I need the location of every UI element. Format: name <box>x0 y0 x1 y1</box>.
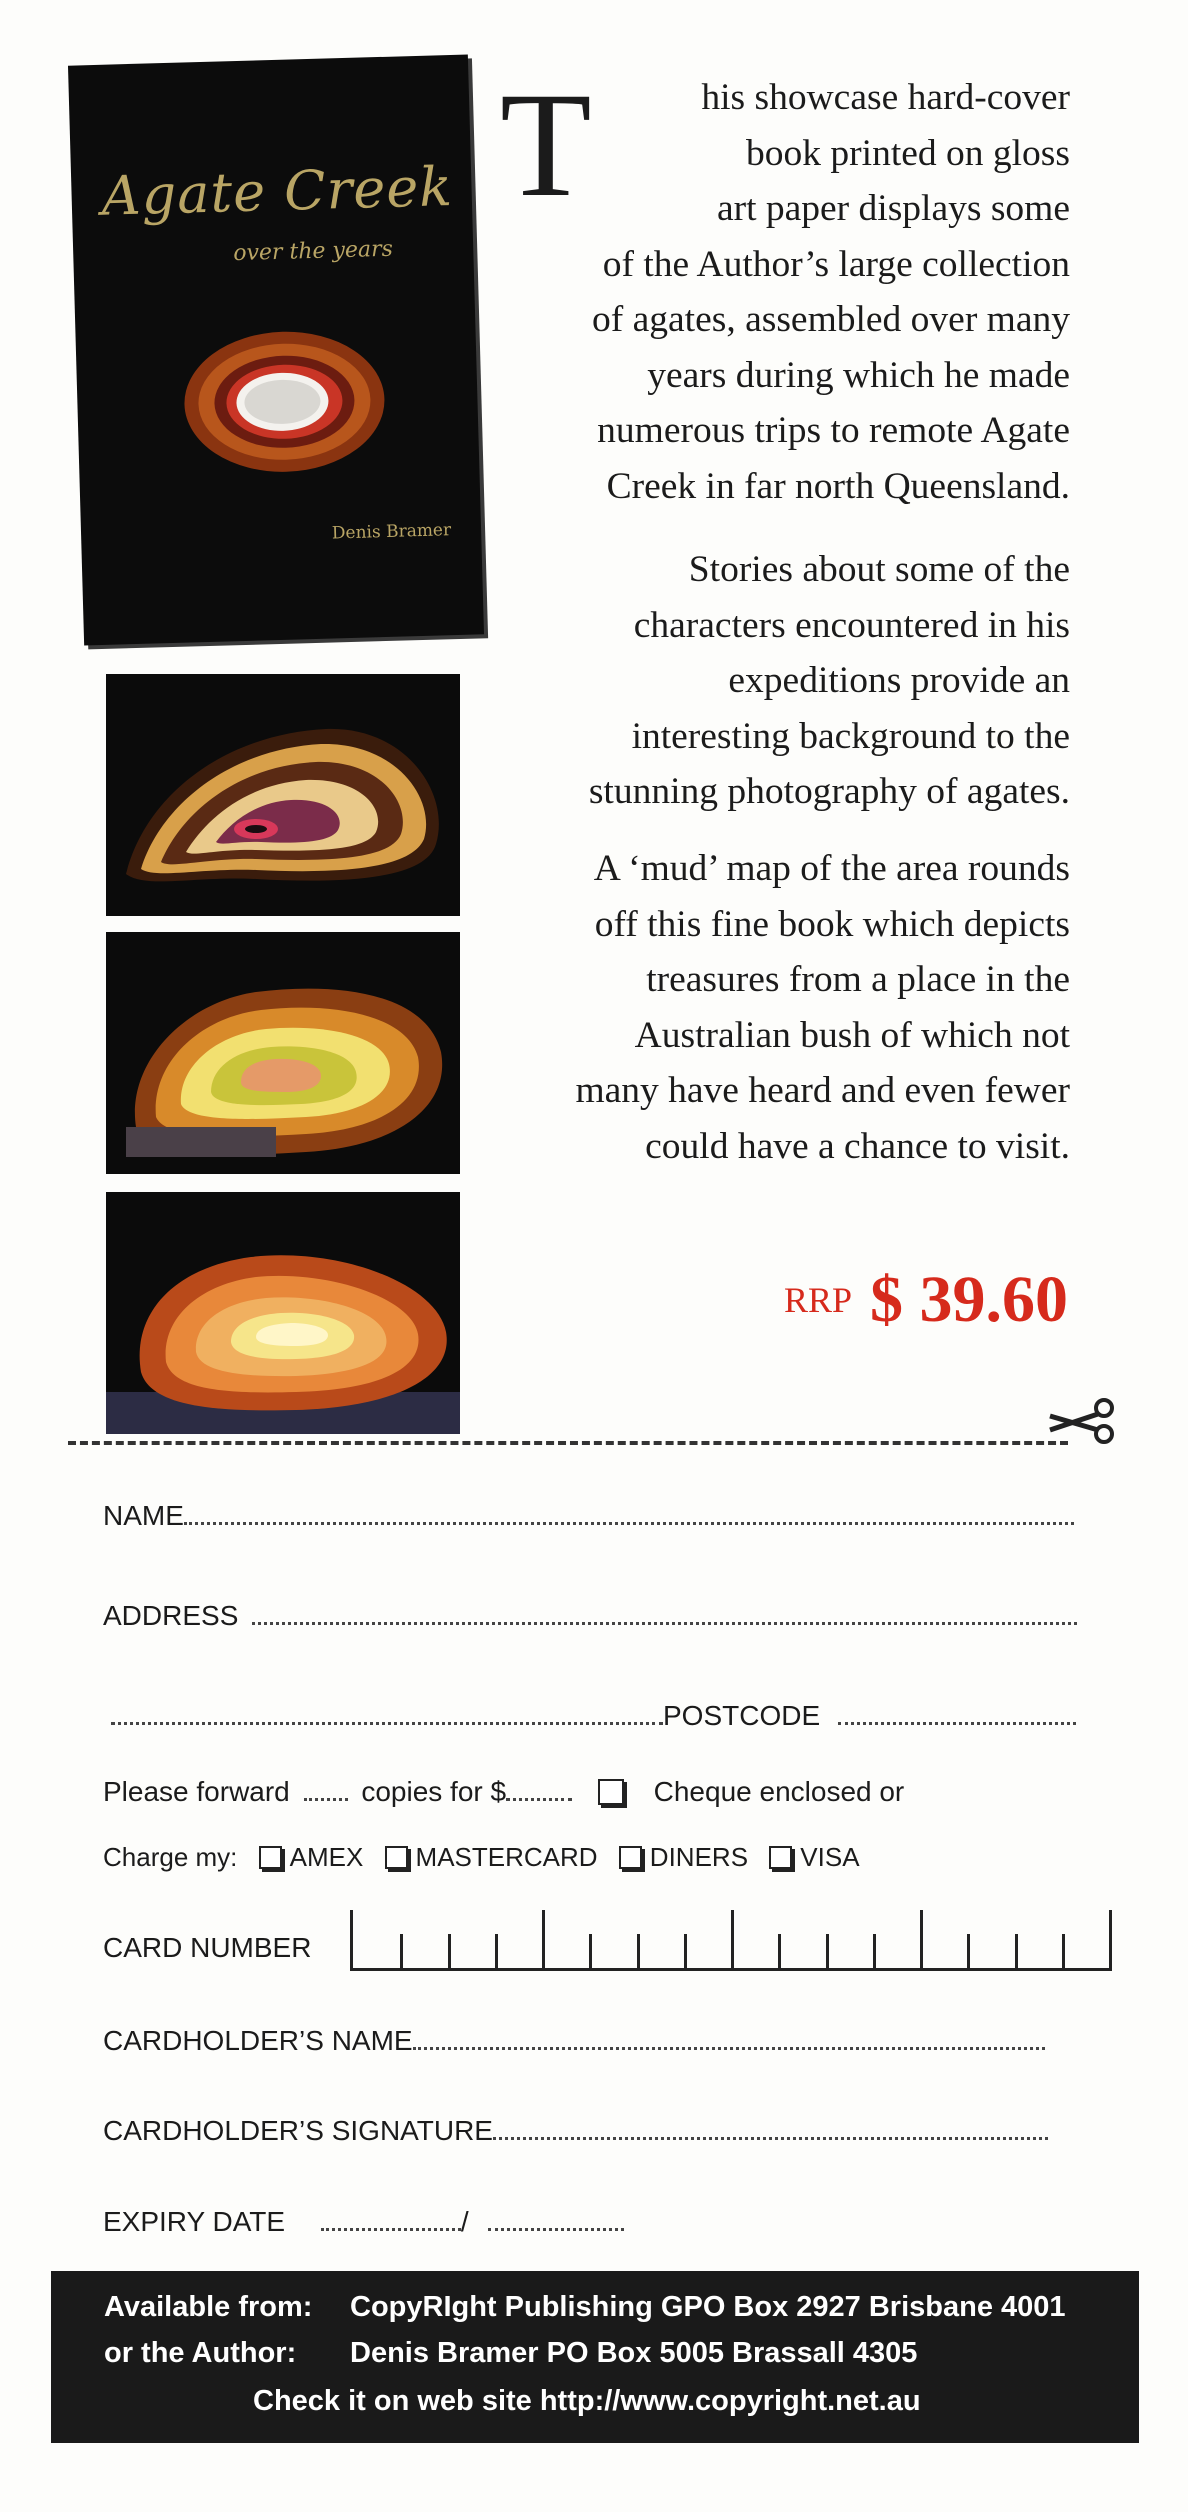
footer-author-label: or the Author: <box>104 2337 297 2369</box>
cheque-checkbox[interactable] <box>598 1779 624 1805</box>
description-line: could have a chance to visit. <box>645 1125 1070 1167</box>
expiry-month-field[interactable] <box>321 2210 461 2231</box>
description-paragraph-2 <box>470 542 1070 820</box>
card-digit-divider <box>684 1934 687 1968</box>
description-line: A ‘mud’ map of the area rounds <box>593 848 1070 889</box>
agate-photo-1 <box>106 674 460 916</box>
cover-title: Agate Creek <box>100 155 454 228</box>
footer-author-value: Denis Bramer PO Box 5005 Brassall 4305 <box>350 2337 918 2369</box>
amex-checkbox[interactable] <box>259 1846 282 1869</box>
card-type-label: VISA <box>800 1842 860 1872</box>
postcode-row <box>103 1700 1095 1732</box>
card-digit-divider <box>542 1910 545 1968</box>
cardholder-name-field[interactable] <box>413 2029 1045 2050</box>
card-digit-divider <box>920 1910 923 1968</box>
name-label: NAME <box>103 1500 184 1531</box>
description-line: his showcase hard-cover <box>701 77 1070 118</box>
description-line: of agates, assembled over many <box>592 299 1070 340</box>
agate-photo-3 <box>106 1192 460 1434</box>
card-type-label: MASTERCARD <box>415 1842 598 1872</box>
cover-agate-image <box>180 327 389 478</box>
description-line: expeditions provide an <box>728 660 1070 701</box>
charge-row <box>103 1842 1095 1873</box>
description-line: stunning photography of agates. <box>588 771 1070 812</box>
description-line: many have heard and even fewer <box>575 1070 1070 1111</box>
card-digit-divider <box>967 1934 970 1968</box>
address-row <box>103 1600 1095 1632</box>
name-row <box>103 1500 1095 1532</box>
card-digit-divider <box>589 1934 592 1968</box>
description-line: book printed on gloss <box>746 132 1070 174</box>
cardholder-name-row <box>103 2025 1095 2057</box>
postcode-label: POSTCODE <box>663 1700 821 1731</box>
visa-checkbox[interactable] <box>769 1846 792 1869</box>
address-label: ADDRESS <box>103 1600 239 1631</box>
expiry-year-field[interactable] <box>488 2210 624 2231</box>
card-digit-divider <box>1015 1934 1018 1968</box>
description-line: years during which he made <box>647 354 1070 396</box>
card-type-label: AMEX <box>289 1842 364 1872</box>
footer-website: Check it on web site http://www.copyright.net.au <box>253 2385 921 2417</box>
price-label: RRP <box>783 1280 852 1320</box>
diners-checkbox[interactable] <box>619 1846 642 1869</box>
expiry-label: EXPIRY DATE <box>103 2206 286 2237</box>
card-digit-divider <box>495 1934 498 1968</box>
description-line: Australian bush of which not <box>634 1014 1070 1056</box>
description-line: interesting background to the <box>631 715 1070 757</box>
mastercard-checkbox[interactable] <box>385 1846 408 1869</box>
card-number-field[interactable] <box>350 1910 1112 1971</box>
cardholder-name-label: CARDHOLDER’S NAME <box>103 2025 413 2056</box>
card-type-label: DINERS <box>649 1842 749 1872</box>
price <box>784 1262 1068 1338</box>
cover-author: Denis Bramer <box>331 520 452 544</box>
card-number-label: CARD NUMBER <box>103 1932 312 1963</box>
copies-field[interactable] <box>304 1780 348 1801</box>
card-digit-divider <box>778 1934 781 1968</box>
description-paragraph-1 <box>470 62 1070 514</box>
card-digit-divider <box>731 1910 734 1968</box>
drop-cap: T <box>500 62 592 228</box>
description-line: treasures from a place in the <box>646 959 1070 1000</box>
name-field[interactable] <box>184 1504 1074 1525</box>
scissors-icon <box>1046 1394 1118 1454</box>
cover-subtitle: over the years <box>232 236 394 267</box>
card-digit-divider <box>637 1934 640 1968</box>
footer-available-label: Available from: <box>104 2291 313 2323</box>
card-digit-divider <box>400 1934 403 1968</box>
cardholder-signature-field[interactable] <box>493 2119 1048 2140</box>
expiry-separator: / <box>460 2206 469 2237</box>
agate-photo-2 <box>106 932 460 1174</box>
cardholder-signature-row <box>103 2115 1095 2147</box>
footer-banner <box>51 2271 1139 2443</box>
amount-field[interactable] <box>506 1780 572 1801</box>
address-line-2-field[interactable] <box>111 1704 663 1725</box>
description-line: numerous trips to remote Agate <box>597 410 1070 451</box>
description-line: of the Author’s large collection <box>602 243 1070 285</box>
address-field[interactable] <box>252 1604 1077 1625</box>
description-line: characters encountered in his <box>633 604 1070 646</box>
cheque-label: Cheque enclosed or <box>653 1776 905 1807</box>
forward-row <box>103 1776 1095 1808</box>
description-line: art paper displays some <box>716 188 1070 229</box>
description-line: Stories about some of the <box>688 549 1070 590</box>
postcode-field[interactable] <box>838 1704 1076 1725</box>
footer-available-value: CopyRIght Publishing GPO Box 2927 Brisbane 4001 <box>350 2291 1066 2323</box>
forward-prefix: Please forward <box>103 1776 290 1807</box>
expiry-row <box>103 2206 1095 2238</box>
card-digit-divider <box>873 1934 876 1968</box>
card-digit-divider <box>448 1934 451 1968</box>
card-digit-divider <box>826 1934 829 1968</box>
cut-line <box>68 1441 1068 1445</box>
card-digit-divider <box>1062 1934 1065 1968</box>
cardholder-signature-label: CARDHOLDER’S SIGNATURE <box>103 2115 493 2146</box>
description-paragraph-3 <box>470 841 1070 1174</box>
book-cover-image <box>68 55 484 646</box>
price-value: $ 39.60 <box>870 1263 1068 1336</box>
description-line: off this fine book which depicts <box>594 903 1070 945</box>
forward-mid: copies for $ <box>361 1776 507 1807</box>
description-line: Creek in far north Queensland. <box>606 465 1070 507</box>
charge-label: Charge my: <box>103 1842 238 1872</box>
